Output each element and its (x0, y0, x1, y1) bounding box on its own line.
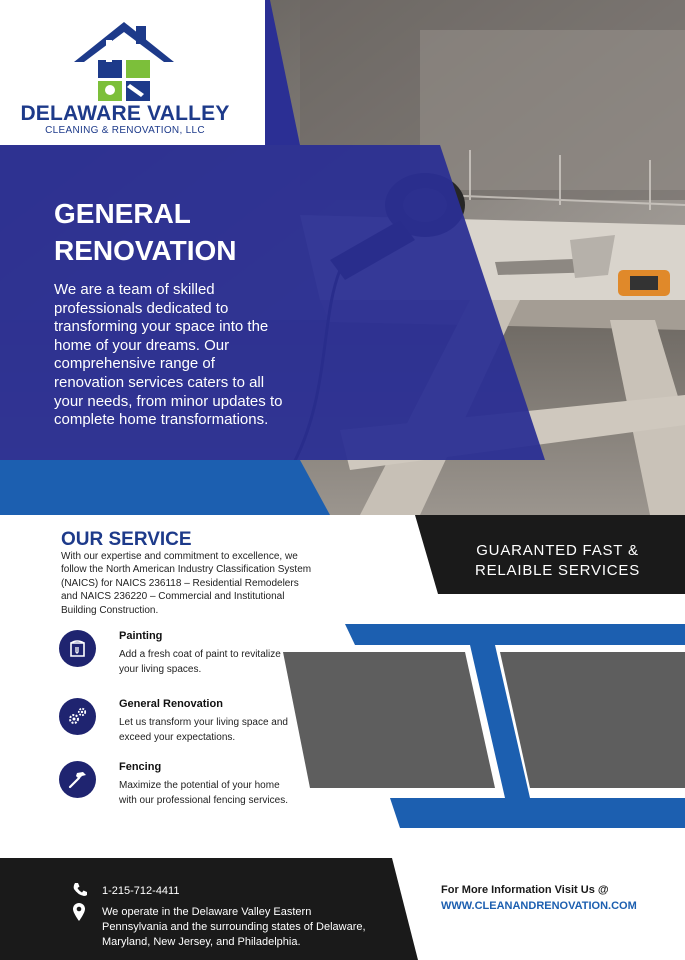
service-heading: OUR SERVICE (61, 529, 192, 550)
website-link[interactable]: WWW.CLEANANDRENOVATION.COM (441, 900, 637, 912)
service-description: Add a fresh coat of paint to revitalize your living spaces. (119, 649, 281, 675)
service-intro: With our expertise and commitment to excellence, we follow the North American Industry Classification System (NAICS) for NAICS 236118 – Residential Remodelers and NAICS 236220 – Commercial and Institutional Building Construction. (61, 551, 312, 616)
title-line-1: GENERAL (54, 198, 191, 229)
paint-bucket-icon (59, 630, 96, 667)
brand-subtitle: CLEANING & RENOVATION, LLC (45, 125, 205, 136)
hero-description: We are a team of skilled professionals dedicated to transforming your space into the home of your dreams. Our comprehensive range of renovation services caters to all your needs, from minor updates to complete home transformations. (54, 281, 283, 429)
phone-number: 1-215-712-4411 (102, 885, 180, 897)
service-description: Let us transform your living space and exceed your expectations. (119, 717, 288, 743)
service-item-general-renovation (59, 698, 329, 758)
guarantee-banner (430, 528, 685, 594)
brand-name: DELAWARE VALLEY (20, 102, 230, 125)
service-name: General Renovation (119, 698, 223, 710)
service-description: Maximize the potential of your home with our professional fencing services. (119, 780, 288, 806)
guarantee-text: GUARANTED FAST & RELAIBLE SERVICES (474, 542, 641, 579)
hammer-icon (59, 761, 96, 798)
service-name: Painting (119, 630, 163, 642)
service-name: Fencing (119, 761, 162, 773)
service-item-painting (59, 630, 329, 690)
location-pin-icon (72, 903, 86, 921)
more-info-label: For More Information Visit Us @ (441, 884, 609, 896)
phone-icon (72, 882, 88, 898)
gears-icon (59, 698, 96, 735)
title-line-2: RENOVATION (54, 235, 237, 266)
service-area: We operate in the Delaware Valley Eastern Pennsylvania and the surrounding states of Delaware, Maryland, New Jersey, and Philadelphia. (102, 906, 366, 948)
service-item-fencing (59, 761, 329, 821)
